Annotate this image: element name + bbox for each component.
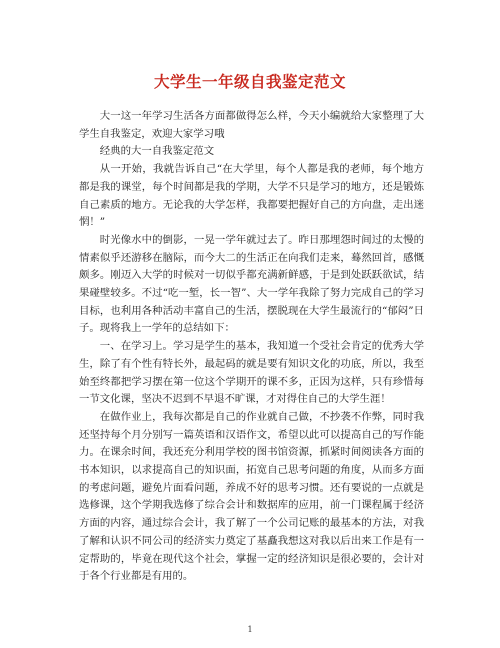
- document-body: [79, 108, 424, 586]
- document-title: 大学生一年级自我鉴定范文: [153, 73, 346, 91]
- paragraph-intro: 大一这一年学习生活各方面都做得怎么样，今天小编就给大家整理了大学生自我鉴定，欢迎大家学习哦: [79, 110, 424, 140]
- page-number: 1: [247, 625, 253, 634]
- paragraph-subtitle: 经典的大一自我鉴定范文: [99, 145, 215, 158]
- paragraph-3: 一、在学习上。学习是学生的基本，我知道一个受社会肯定的优秀大学生，除了有个性有特长外，最起码的就是要有知识文化的功底，所以，我至始至终都把学习摆在第一位这个学期开的课不多，正因为这样，只有珍惜每一节文化课，坚决不迟到不早退不旷课，才对得住自己的大学生涯！: [79, 340, 424, 406]
- paragraph-1: 从一开始，我就告诉自己“在大学里，每个人都是我的老师，每个地方都是我的课堂，每个时间都是我的学期，大学不只是学习的地方，还是锻炼自己素质的地方。无论我的大学怎样，我都要把握好自己的方向盘，走出迷惘！”: [79, 163, 424, 229]
- paragraph-2: 时光像水中的倒影，一晃一学年就过去了。昨日那埋怨时间过的太慢的情素似乎还游移在脑际，而今大二的生活正在向我们走来，蓦然回首，感慨颇多。刚迈入大学的时候对一切似乎都充满新鲜感，于是到处跃跃欲试，结果碰壁较多。不过“吃一堑，长一智”、大一学年我除了努力完成自己的学习目标，也利用各种活动丰富自己的生活，摆脱现在大学生最流行的“郁闷”日子。现将我上一学年的总结如下：: [79, 233, 424, 335]
- paragraph-4: 在做作业上，我每次都是自己的作业就自己做，不抄袭不作弊，同时我还坚持每个月分别写一篇英语和汉语作文，希望以此可以提高自己的写作能力。在课余时间，我还充分利用学校的图书馆资源，抓紧时间阅读各方面的书本知识，以求提高自己的知识面，拓宽自己思考问题的角度，从而多方面的考虑问题，避免片面看问题，养成不好的思考习惯。还有要说的一点就是选修课，这个学期我选修了综合会计和数据库的应用，前一门课程属于经济方面的内容，通过综合会计，我了解了一个公司记账的最基本的方法，对我了解和认识不同公司的经济实力奠定了基矗我想这对我以后出来工作是有一定帮助的，毕竟在现代这个社会，掌握一定的经济知识是很必要的，会计对于各个行业都是有用的。: [79, 410, 424, 583]
